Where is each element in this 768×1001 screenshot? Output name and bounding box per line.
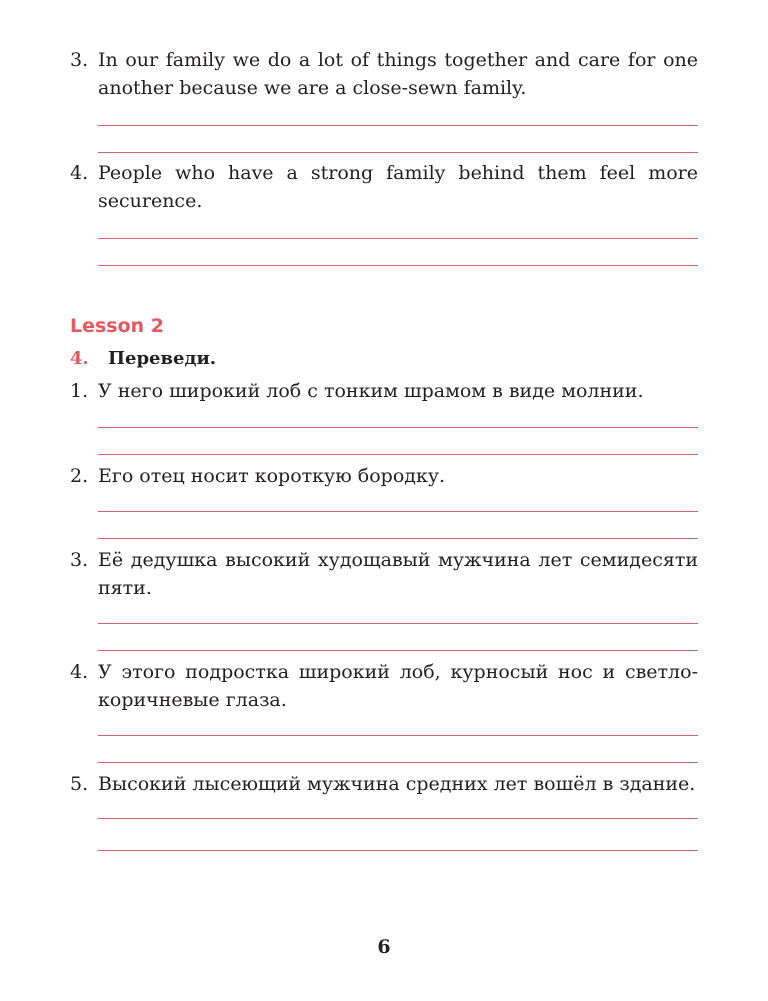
exercise-item	[70, 46, 698, 102]
item-text: У этого подростка широкий лоб, курносый нос и светло-коричневые глаза.	[98, 661, 698, 711]
item-text: People who have a strong family behind them feel more securence.	[98, 162, 698, 212]
answer-line[interactable]	[98, 538, 698, 539]
answer-line[interactable]	[98, 152, 698, 153]
lesson-heading: Lesson 2	[70, 315, 165, 337]
item-text: Высокий лысеющий мужчина средних лет вошёл в здание.	[98, 773, 696, 795]
answer-line[interactable]	[98, 454, 698, 455]
answer-line[interactable]	[98, 762, 698, 763]
item-number: 4.	[70, 661, 89, 683]
item-text: Её дедушка высокий худощавый мужчина лет семидесяти пяти.	[98, 549, 698, 599]
translate-item	[70, 770, 698, 798]
answer-line[interactable]	[98, 623, 698, 624]
translate-item	[70, 462, 698, 490]
page-number: 6	[377, 936, 391, 958]
exercise-item	[70, 159, 698, 215]
item-number: 3.	[70, 549, 89, 571]
item-number: 3.	[70, 49, 89, 71]
answer-line[interactable]	[98, 511, 698, 512]
answer-line[interactable]	[98, 818, 698, 819]
item-number: 5.	[70, 773, 89, 795]
task-text: Переведи.	[108, 348, 217, 369]
translate-item	[70, 546, 698, 602]
item-text: У него широкий лоб с тонким шрамом в виде молнии.	[98, 380, 644, 402]
item-number: 4.	[70, 162, 89, 184]
answer-line[interactable]	[98, 265, 698, 266]
answer-line[interactable]	[98, 850, 698, 851]
item-text: In our family we do a lot of things together and care for one another because we are a close-sewn family.	[98, 49, 698, 99]
item-number: 2.	[70, 465, 89, 487]
translate-item	[70, 658, 698, 714]
task-number: 4.	[70, 348, 89, 369]
translate-item	[70, 377, 698, 405]
answer-line[interactable]	[98, 125, 698, 126]
item-number: 1.	[70, 380, 89, 402]
task-instruction	[70, 345, 216, 373]
answer-line[interactable]	[98, 735, 698, 736]
item-text: Его отец носит короткую бородку.	[98, 465, 446, 487]
answer-line[interactable]	[98, 650, 698, 651]
answer-line[interactable]	[98, 238, 698, 239]
answer-line[interactable]	[98, 427, 698, 428]
